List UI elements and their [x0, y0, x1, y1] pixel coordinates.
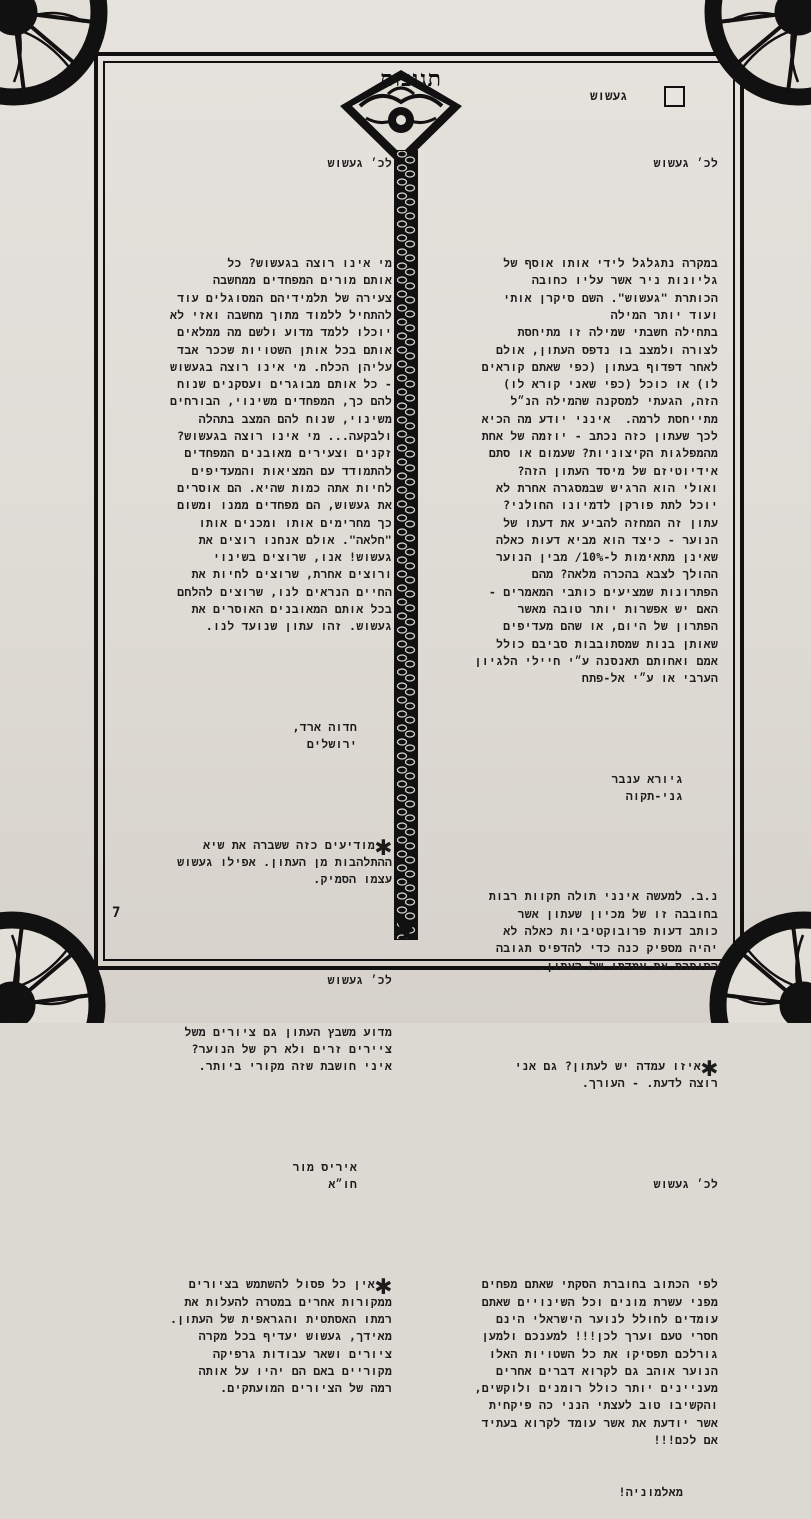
editor-reply-3: ✱אין כל פסול להשתמש בציורים ממקורות אחרים במטרה להעלות את רמתו האסתטית והגראפית של העתון. מאידך, געשוש יעדיף בכל מקרה ציורים ושאר עבודות גרפיקה מקוריים באם הם יהיו על אותה רמה של הציורים המועתקים.	[170, 1268, 392, 1396]
editor-reply-1: ✱איזו עמדה יש לעתון? גם אני רוצה לדעת. - העורך.	[514, 1050, 718, 1091]
letter-heading-4: לכ׳ געשוש	[327, 972, 392, 987]
asterisk-icon: ✱	[374, 1268, 392, 1302]
corner-ornament-top-left	[0, 0, 112, 110]
letter-body-3: מי אינו רוצה בגעשוש? כל אותם מורים המפחדים ממחשבה צעירה של תלמידיהם המסוגלים עוד להתחיל ללמוד מתוך מחשבה ואזי לא יוכלו ללמד מדוע ולשם מה ממלאים אותם בכל אותן השטויות שככר אבד עליהן הכלח. מי אינו רוצה בגעשוש - כל אותם מבוגרים ועסקנים שנוח להם כך, המפחדים משינוי, הבורחים משינוי, שנוח להם המצב בתהלה ולבקעה... מי אינו רוצה בגעשוש? זקנים וצעירים מאובנים המפחדים להתמודד עם המציאות והמעדיפים לחיות אתה כמות שהיא. הם אוסרים את געשוש, הם מפחדים ממנו ומשום כך מחרימים אותו ומכנים אותו "חלאה". אולם אנחנו רוצים את געשוש! אנו, שרוצים בשינוי ורוצים אחרת, שרוצים לחיות את החיים הנראים לנו, שרוצים להלחם בכל אותם המאובנים האוסרים את געשוש. זהו עתון שנועד לנו.	[169, 256, 392, 634]
editor-reply-2: ✱מודיעים כזה ששברה את שיא ההתלהבות מן העתון. אפילו געשוש עצמו הסמיק.	[177, 828, 392, 887]
letter-signature-3: חדוה ארד, ירושלים	[292, 719, 357, 752]
letter-body-2: לפי הכתוב בחוברת הסקתי שאתם מפחים מפני עשרת מונים וכל השינויים שאתם עומדים לחולל לנוער הישראלי הינם חסרי טעם וערך לכן!!! למענכם ולמען גורלכם תפסיקו את כל השטויות האלו הנוער אוהב גם לקרוא דברים אחרים מעניינים יותר כולל רומנים ולוקשים, והקשיבו טוב לעצתי הנני כה פיקחית אשר יודעת את אשר עומד לקרוא בעתיד אם לכם!!!	[474, 1277, 718, 1448]
asterisk-icon: ✱	[700, 1050, 718, 1084]
left-column	[112, 120, 392, 1415]
section-checkbox	[664, 86, 685, 107]
corner-ornament-bottom-left	[0, 905, 110, 1023]
page-title: תגובות	[380, 66, 442, 92]
column-divider-ornament	[394, 150, 418, 940]
letter-signature-2: מאלמוניה!	[618, 1484, 683, 1499]
letter-body-4: מדוע משבץ העתון גם ציורים משל ציירים זרים ולא רק של הנוער? איני חושבת שזה מקורי ביותר.	[184, 1024, 392, 1074]
letter-postscript-1: נ.ב. למעשה אינני תולה תקוות רבות בחובבה זו של מכיון שעתון אשר כותב דעות פרובוקטיביות כאלה לא יהיה מספיק כנה כדי להדפיס תגובה הסותרת את עמדתו של העתון.	[488, 889, 718, 973]
letter-signature-1: גיורא ענבר גני-תקוה	[611, 771, 683, 803]
letter-signature-4: איריס מור חו״א	[292, 1159, 357, 1191]
page-number: 7	[112, 905, 121, 921]
letter-heading-3: לכ׳ געשוש	[327, 155, 392, 170]
asterisk-icon: ✱	[374, 828, 392, 862]
letter-body-1: במקרה נתגלגל לידי אותו אוסף של גליונות ניר אשר עליו כחובה הכותרת "געשוש". השם סיקרן אותי ועוד יותר המילה בתחילה חשבתי שמילה זו מתיחסת לצורה ולמצב בו נדפס העתון, אולם לאחר דפדוף בעתון (כפי שאתם קוראים לו) או כוכל (כפי שאני קורא לו) הזה, הגעתי למסקנה שהמילה הנ״ל מתייחסת לרמה. אינני יודע מה הכיא לכך שעתון כזה נכתב - יוזמה של אחת מהמפלגות הקיצוניות? שעמום או סתם אידיוטיזם של מיסד העתון הזה? ואולי הוא הרגיש שבמסגרה אחרת לא יוכל לתת פורקן לדמיונו החולני? עתון זה המחזה להביע את דעתו של הנוער - כיצד הוא מביא דעות כאלה שאינן מתאימות ל-10%/ מבין הנוער ההולך לצבא בהכרה מלאה? מהם הפתרונות שמציעים כותבי המאמרים - האם יש אפשרות יותר טובה מאשר הפתרון של היום, או שהם מעדיפים שאותן בנות שמסתובבות סביבם כולל אמם ואחותם תאנסנה ע״י חיילי הלגיון הערבי או ע״י אל-פתח	[474, 256, 718, 686]
right-column	[418, 120, 718, 1519]
section-tag: געשוש	[590, 88, 628, 103]
letter-heading-2: לכ׳ געשוש	[653, 1176, 718, 1191]
letter-heading-1: לכ׳ געשוש	[653, 155, 718, 170]
corner-ornament-top-right	[700, 0, 811, 110]
corner-ornament-bottom-right	[705, 905, 811, 1023]
